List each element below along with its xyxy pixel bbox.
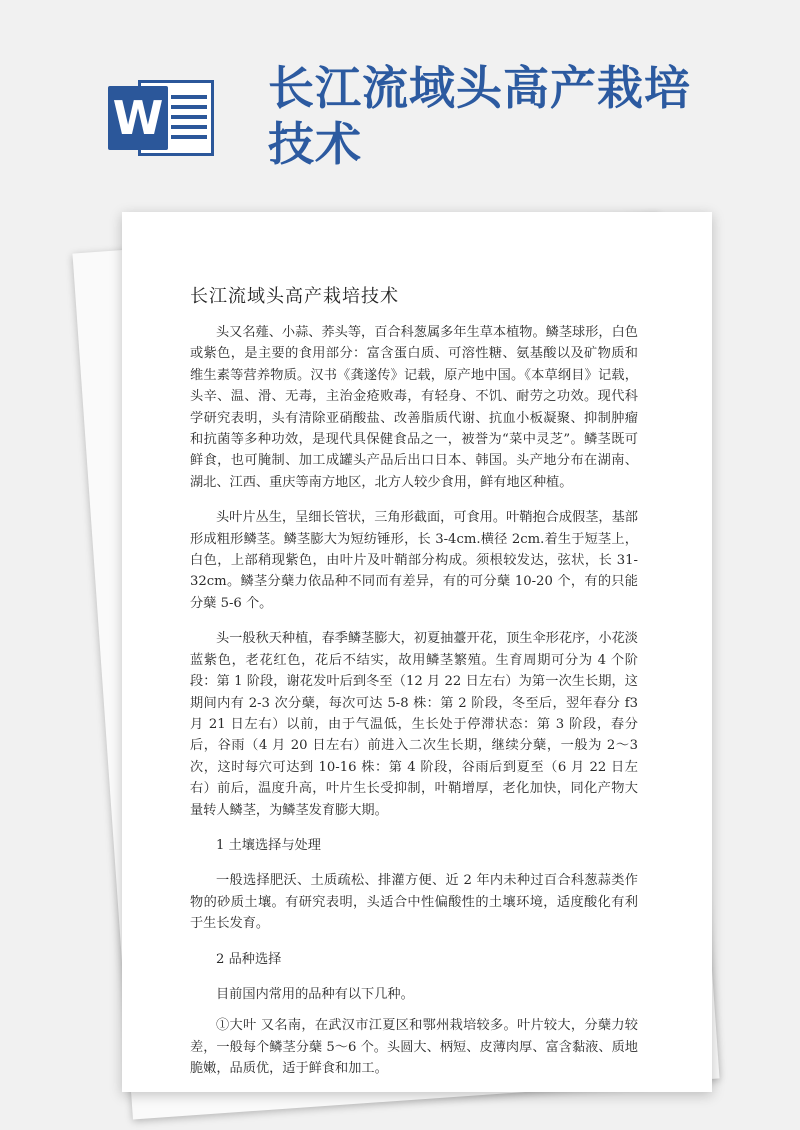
paragraph-intro: 头又名薤、小蒜、荞头等，百合科葱属多年生草本植物。鳞茎球形，白色或紫色，是主要的食用部分：富含蛋白质、可溶性糖、氨基酸以及矿物质和维生素等营养物质。汉书《龚遂传》记载，原产地中国。《本草纲目》记载，头辛、温、滑、无毒，主治金疮败毒，有轻身、不饥、耐劳之功效。现代科学研究表明，头有清除亚硝酸盐、改善脂质代谢、抗血小板凝聚、抑制肿瘤和抗菌等多种功效，是现代具保健食品之一，被誉为“菜中灵芝”。鳞茎既可鲜食，也可腌制、加工成罐头产品后出口日本、韩国。头产地分布在湖南、湖北、江西、重庆等南方地区，北方人较少食用，鲜有地区种植。 xyxy=(190,325,638,490)
section-heading-soil: 1 土壤选择与处理 xyxy=(216,837,321,853)
page-title: 长江流域头高产栽培技术 xyxy=(268,61,691,171)
paragraph-growth-cycle: 头一般秋天种植，春季鳞茎膨大，初夏抽薹开花，顶生伞形花序，小花淡蓝紫色，老花红色，花后不结实，故用鳞茎繁殖。生育周期可分为 4 个阶段：第 1 阶段，谢花发叶后到冬至（12 月 22 日左右）为第一次生长期，这期间内有 2-3 次分蘖，每次可达 5-8 株：第 2 阶段，冬至后，翌年春分 f3 月 21 日左右）以前，由于气温低，生长处于停滞状态：第 3 阶段，春分后，谷雨（4 月 20 日左右）前进入二次生长期，继续分蘖，一般为 2～3 次，这时每穴可达到 10-16 株：第 4 阶段，谷雨后到夏至（6 月 22 日左右）前后，温度升高，叶片生长受抑制，叶鞘增厚，老化加快，同化产物大量转人鳞茎，为鳞茎发育膨大期。 xyxy=(190,631,638,818)
word-document-icon xyxy=(108,78,216,158)
word-logo-badge: W xyxy=(108,86,168,150)
paragraph-soil: 一般选择肥沃、土质疏松、排灌方便、近 2 年内未种过百合科葱蒜类作物的砂质土壤。有研究表明，头适合中性偏酸性的土壤环境，适度酸化有利于生长发育。 xyxy=(190,873,638,932)
page-header xyxy=(0,0,800,200)
document-title: 长江流域头高产栽培技术 xyxy=(190,286,399,307)
paragraph-morphology: 头叶片丛生，呈细长管状，三角形截面，可食用。叶鞘抱合成假茎，基部形成粗形鳞茎。鳞茎膨大为短纺锤形，长 3-4cm.横径 2cm.着生于短茎上，白色，上部稍现紫色，由叶片及叶鞘部分构成。须根较发达，弦状，长 31-32cm。鳞茎分蘖力依品种不同而有差异，有的可分蘖 10-20 个，有的只能分蘖 5-6 个。 xyxy=(190,510,638,611)
document-body xyxy=(190,322,638,1094)
section-heading-variety: 2 品种选择 xyxy=(216,951,282,967)
paragraph-variety-intro: 目前国内常用的品种有以下几种。 xyxy=(216,986,414,1002)
paragraph-variety-item-1: ①大叶 又名南，在武汉市江夏区和鄂州栽培较多。叶片较大，分蘖力较差，一般每个鳞茎分蘖 5～6 个。头圆大、柄短、皮薄肉厚、富含黏液、质地脆嫩，品质优，适于鲜食和加工。 xyxy=(190,1018,638,1077)
